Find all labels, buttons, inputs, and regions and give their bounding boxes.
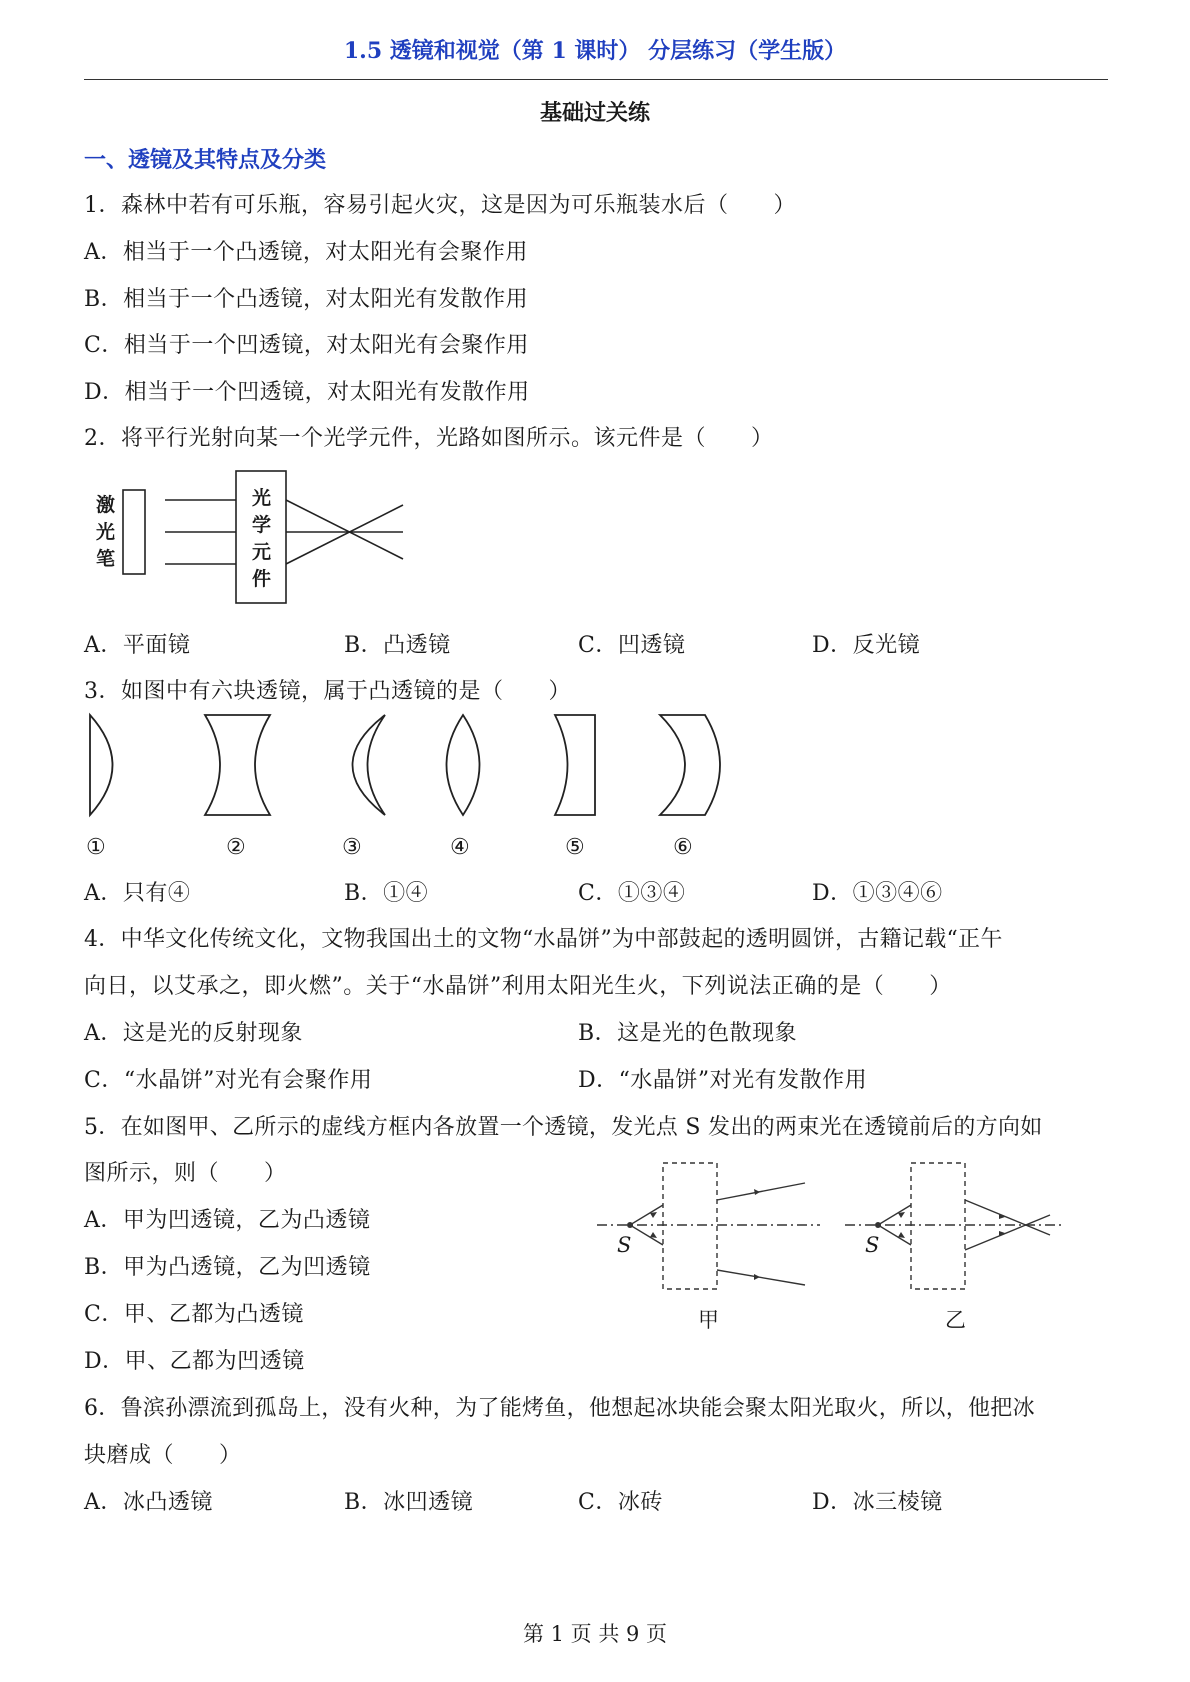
q5-option-c[interactable]: C．甲、乙都为凸透镜 [84,1302,304,1327]
q3-stem: 3．如图中有六块透镜，属于凸透镜的是（ ） [84,679,571,704]
q3-lenses-figure [80,710,740,820]
section-title: 一、透镜及其特点及分类 [84,147,327,173]
q3-option-d[interactable]: D．①③④⑥ [812,881,943,906]
q2-figure [90,463,410,609]
lens-label-2: ② [226,835,246,860]
q1-option-b[interactable]: B．相当于一个凸透镜，对太阳光有发散作用 [84,287,529,312]
optical-element-label: 光学元件 [252,487,272,590]
q3-option-c[interactable]: C．①③④ [578,881,686,906]
laser-pen-label: 激光笔 [96,494,116,570]
laser-pen-box [123,490,145,574]
q4-option-a[interactable]: A．这是光的反射现象 [84,1021,303,1046]
lens-1-shape [90,715,113,815]
lens-label-4: ④ [450,835,470,860]
q6-option-c[interactable]: C．冰砖 [578,1490,663,1515]
lens-label-6: ⑥ [673,835,693,860]
lens-label-1: ① [86,835,106,860]
q5-option-b[interactable]: B．甲为凸透镜，乙为凹透镜 [84,1255,371,1280]
q6-option-a[interactable]: A．冰凸透镜 [84,1490,213,1515]
q5-point-s-a: S [617,1233,632,1257]
page-footer: 第 1 页 共 9 页 [522,1622,668,1646]
q6-option-d[interactable]: D．冰三棱镜 [812,1490,943,1515]
q5-label-yi: 乙 [945,1308,966,1332]
lens-label-5: ⑤ [565,835,585,860]
lens-2-shape [205,715,270,815]
q4-stem-line1: 4．中华文化传统文化，文物我国出土的文物“水晶饼”为中部鼓起的透明圆饼，古籍记载“正午 [84,927,1003,952]
q5-stem-line2: 图所示，则（ ） [84,1161,287,1186]
header-rule [84,79,1108,80]
q1-stem: 1．森林中若有可乐瓶，容易引起火灾，这是因为可乐瓶装水后（ ） [84,193,796,218]
lens-6-shape [660,715,720,815]
q6-option-b[interactable]: B．冰凹透镜 [344,1490,474,1515]
q4-option-b[interactable]: B．这是光的色散现象 [578,1021,798,1046]
lens-5-shape [555,715,595,815]
q1-option-d[interactable]: D．相当于一个凹透镜，对太阳光有发散作用 [84,380,530,405]
q2-option-b[interactable]: B．凸透镜 [344,633,451,658]
q5-label-jia: 甲 [698,1308,719,1332]
q5-option-d[interactable]: D．甲、乙都为凹透镜 [84,1349,305,1374]
q3-option-b[interactable]: B．①④ [344,881,429,906]
q1-option-a[interactable]: A．相当于一个凸透镜，对太阳光有会聚作用 [84,240,528,265]
q4-option-d[interactable]: D．“水晶饼”对光有发散作用 [578,1068,868,1093]
q2-stem: 2．将平行光射向某一个光学元件，光路如图所示。该元件是（ ） [84,426,774,451]
q4-stem-line2: 向日，以艾承之，即火燃”。关于“水晶饼”利用太阳光生火，下列说法正确的是（ ） [84,974,952,999]
q5-point-s-b: S [865,1233,880,1257]
q2-option-a[interactable]: A．平面镜 [84,633,191,658]
q6-stem-line1: 6．鲁滨孙漂流到孤岛上，没有火种，为了能烤鱼，他想起冰块能会聚太阳光取火，所以，他把冰 [84,1396,1035,1421]
q3-option-a[interactable]: A．只有④ [84,881,191,906]
lens-3-shape [353,715,386,815]
q5-stem-line1: 5．在如图甲、乙所示的虚线方框内各放置一个透镜，发光点 S 发出的两束光在透镜前后的方向如 [84,1115,1043,1140]
lens-label-3: ③ [342,835,362,860]
q5-option-a[interactable]: A．甲为凹透镜，乙为凸透镜 [84,1208,371,1233]
lens-4-shape [447,715,480,815]
q5-figure [595,1155,1065,1335]
page-header-title: 1.5 透镜和视觉（第 1 课时） 分层练习（学生版） [343,38,847,64]
q2-option-d[interactable]: D．反光镜 [812,633,921,658]
q1-option-c[interactable]: C．相当于一个凹透镜，对太阳光有会聚作用 [84,333,529,358]
q6-stem-line2: 块磨成（ ） [84,1443,242,1468]
subtitle: 基础过关练 [539,100,650,126]
q2-option-c[interactable]: C．凹透镜 [578,633,686,658]
q4-option-c[interactable]: C．“水晶饼”对光有会聚作用 [84,1068,373,1093]
